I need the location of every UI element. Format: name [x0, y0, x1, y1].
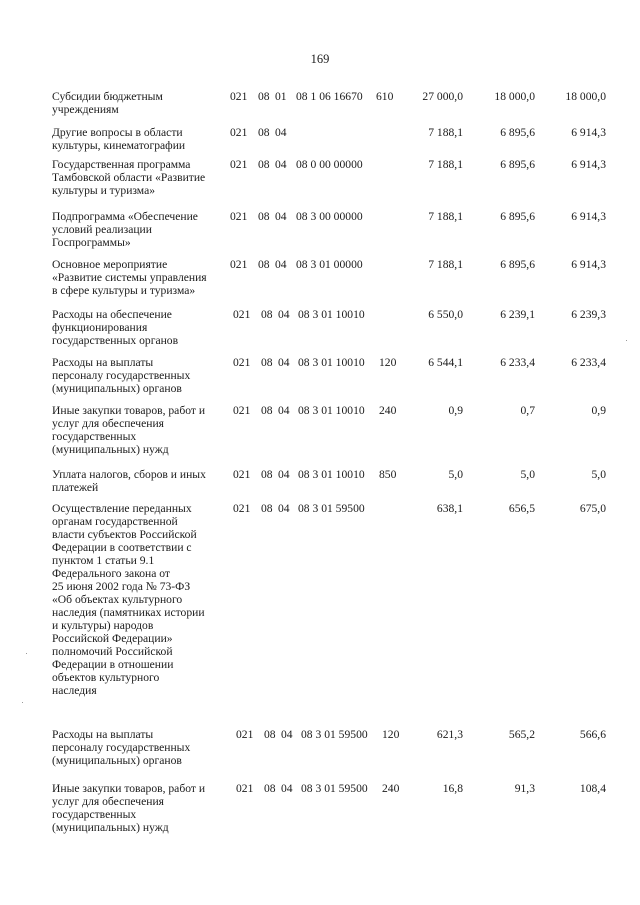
ministry-code: 021 [230, 258, 248, 271]
target-code: 08 3 01 10010 [298, 468, 365, 481]
row-name-line: (муниципальных) органов [52, 382, 182, 395]
section-code: 08 [264, 782, 276, 795]
row-name [52, 356, 228, 395]
target-code: 08 3 01 00000 [296, 258, 363, 271]
subsection-code: 04 [278, 468, 290, 481]
row-name-line: учреждениям [52, 103, 119, 116]
subsection-code: 04 [278, 356, 290, 369]
row-name-line: пунктом 1 статьи 9.1 [52, 554, 155, 567]
amount-year-1: 16,8 [442, 782, 463, 795]
amount-year-2: 565,2 [508, 728, 535, 741]
row-name-line: услуг для обеспечения [52, 417, 164, 430]
ministry-code: 021 [230, 90, 248, 103]
row-name-line: государственных [52, 808, 137, 821]
row-name-line: Федерации в отношении [52, 658, 174, 671]
row-name [52, 782, 228, 834]
row-name-line: государственных органов [52, 334, 179, 347]
row-name-line: и культуры) народов [52, 619, 154, 632]
target-code: 08 3 01 10010 [298, 404, 365, 417]
amount-year-1: 6 544,1 [428, 356, 463, 369]
row-name [52, 502, 228, 697]
row-name-line: Расходы на обеспечение [52, 308, 172, 321]
row-name-line: услуг для обеспечения [52, 795, 164, 808]
section-code: 08 [258, 158, 270, 171]
amount-year-3: 18 000,0 [565, 90, 606, 103]
target-code: 08 3 01 59500 [301, 782, 368, 795]
subsection-code: 01 [275, 90, 287, 103]
expense-type-code: 850 [379, 468, 397, 481]
subsection-code: 04 [275, 258, 287, 271]
row-name-line: государственных [52, 430, 137, 443]
row-name-line: (муниципальных) нужд [52, 821, 169, 834]
scan-speck [22, 702, 23, 703]
row-name-line: функционирования [52, 321, 148, 334]
target-code: 08 3 01 10010 [298, 308, 365, 321]
row-name-line: Российской Федерации» [52, 632, 173, 645]
target-code: 08 3 00 00000 [296, 210, 363, 223]
row-name-line: Другие вопросы в области [52, 126, 183, 139]
subsection-code: 04 [275, 126, 287, 139]
amount-year-2: 6 895,6 [500, 126, 535, 139]
amount-year-1: 0,9 [448, 404, 463, 417]
ministry-code: 021 [236, 782, 254, 795]
section-code: 08 [261, 404, 273, 417]
row-name [52, 258, 228, 297]
subsection-code: 04 [275, 158, 287, 171]
target-code: 08 3 01 10010 [298, 356, 365, 369]
row-name-line: Тамбовской области «Развитие [52, 171, 206, 184]
ministry-code: 021 [230, 158, 248, 171]
row-name-line: Иные закупки товаров, работ и [52, 782, 206, 795]
scan-speck [26, 653, 27, 654]
row-name-line: Госпрограммы» [52, 236, 131, 249]
section-code: 08 [261, 502, 273, 515]
amount-year-2: 6 233,4 [500, 356, 535, 369]
row-name [52, 404, 228, 456]
row-name-line: Осуществление переданных [52, 502, 192, 515]
row-name [52, 90, 228, 116]
row-name [52, 468, 228, 494]
row-name-line: наследия [52, 684, 97, 697]
row-name-line: наследия (памятниках истории [52, 606, 205, 619]
amount-year-2: 18 000,0 [494, 90, 535, 103]
amount-year-1: 27 000,0 [422, 90, 463, 103]
subsection-code: 04 [281, 782, 293, 795]
amount-year-3: 5,0 [591, 468, 606, 481]
row-name-line: (муниципальных) органов [52, 754, 182, 767]
row-name-line: объектов культурного [52, 671, 160, 684]
row-name [52, 210, 228, 249]
subsection-code: 04 [278, 502, 290, 515]
expense-type-code: 240 [379, 404, 397, 417]
ministry-code: 021 [233, 356, 251, 369]
ministry-code: 021 [233, 468, 251, 481]
amount-year-2: 6 895,6 [500, 158, 535, 171]
amount-year-2: 6 895,6 [500, 258, 535, 271]
amount-year-2: 6 239,1 [500, 308, 535, 321]
ministry-code: 021 [236, 728, 254, 741]
row-name-line: Подпрограмма «Обеспечение [52, 210, 198, 223]
target-code: 08 1 06 16670 [296, 90, 363, 103]
amount-year-2: 6 895,6 [500, 210, 535, 223]
row-name-line: Расходы на выплаты [52, 356, 154, 369]
target-code: 08 0 00 00000 [296, 158, 363, 171]
amount-year-2: 0,7 [520, 404, 535, 417]
target-code: 08 3 01 59500 [301, 728, 368, 741]
row-name-line: 25 июня 2002 года № 73-ФЗ [52, 580, 191, 593]
amount-year-3: 108,4 [579, 782, 606, 795]
target-code: 08 3 01 59500 [298, 502, 365, 515]
row-name-line: в сфере культуры и туризма» [52, 284, 196, 297]
amount-year-1: 7 188,1 [428, 158, 463, 171]
amount-year-1: 7 188,1 [428, 210, 463, 223]
section-code: 08 [261, 468, 273, 481]
amount-year-1: 6 550,0 [428, 308, 463, 321]
amount-year-3: 6 914,3 [571, 258, 606, 271]
amount-year-1: 621,3 [436, 728, 463, 741]
row-name-line: Основное мероприятие [52, 258, 168, 271]
row-name-line: условий реализации [52, 223, 152, 236]
row-name-line: платежей [52, 481, 99, 494]
row-name-line: органам государственной [52, 515, 178, 528]
ministry-code: 021 [233, 404, 251, 417]
subsection-code: 04 [275, 210, 287, 223]
row-name-line: культуры, кинематографии [52, 139, 186, 152]
amount-year-2: 91,3 [514, 782, 535, 795]
ministry-code: 021 [230, 126, 248, 139]
amount-year-3: 6 914,3 [571, 126, 606, 139]
row-name-line: Федерального закона от [52, 567, 171, 580]
amount-year-3: 6 239,3 [571, 308, 606, 321]
row-name-line: (муниципальных) нужд [52, 443, 169, 456]
expense-type-code: 610 [376, 90, 394, 103]
amount-year-2: 656,5 [508, 502, 535, 515]
expense-type-code: 240 [382, 782, 400, 795]
expense-type-code: 120 [379, 356, 397, 369]
row-name-line: «Развитие системы управления [52, 271, 207, 284]
section-code: 08 [261, 356, 273, 369]
section-code: 08 [261, 308, 273, 321]
row-name-line: персоналу государственных [52, 741, 191, 754]
row-name-line: культуры и туризма» [52, 184, 156, 197]
amount-year-1: 7 188,1 [428, 126, 463, 139]
subsection-code: 04 [281, 728, 293, 741]
row-name [52, 158, 228, 197]
row-name-line: Расходы на выплаты [52, 728, 154, 741]
ministry-code: 021 [230, 210, 248, 223]
page-number: 169 [310, 52, 330, 66]
amount-year-3: 6 914,3 [571, 210, 606, 223]
amount-year-2: 5,0 [520, 468, 535, 481]
row-name-line: «Об объектах культурного [52, 593, 183, 606]
ministry-code: 021 [233, 308, 251, 321]
subsection-code: 04 [278, 404, 290, 417]
expense-type-code: 120 [382, 728, 400, 741]
row-name-line: Уплата налогов, сборов и иных [52, 468, 206, 481]
amount-year-3: 0,9 [591, 404, 606, 417]
row-name-line: Государственная программа [52, 158, 191, 171]
amount-year-1: 7 188,1 [428, 258, 463, 271]
amount-year-3: 675,0 [579, 502, 606, 515]
amount-year-3: 6 914,3 [571, 158, 606, 171]
scan-speck [626, 340, 627, 341]
section-code: 08 [258, 90, 270, 103]
amount-year-1: 638,1 [436, 502, 463, 515]
row-name-line: власти субъектов Российской [52, 528, 197, 541]
row-name [52, 126, 228, 152]
row-name-line: полномочий Российской [52, 645, 173, 658]
amount-year-3: 6 233,4 [571, 356, 606, 369]
row-name-line: Федерации в соответствии с [52, 541, 192, 554]
amount-year-3: 566,6 [579, 728, 606, 741]
row-name-line: персоналу государственных [52, 369, 191, 382]
row-name-line: Иные закупки товаров, работ и [52, 404, 206, 417]
section-code: 08 [258, 126, 270, 139]
section-code: 08 [258, 258, 270, 271]
section-code: 08 [264, 728, 276, 741]
ministry-code: 021 [233, 502, 251, 515]
row-name [52, 728, 228, 767]
section-code: 08 [258, 210, 270, 223]
row-name [52, 308, 228, 347]
row-name-line: Субсидии бюджетным [52, 90, 163, 103]
amount-year-1: 5,0 [448, 468, 463, 481]
subsection-code: 04 [278, 308, 290, 321]
